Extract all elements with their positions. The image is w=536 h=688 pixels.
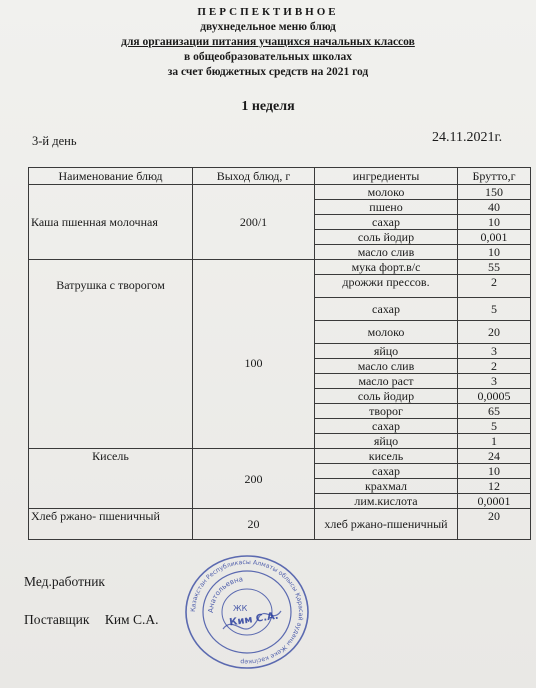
gross-weight: 150 [458, 185, 531, 200]
gross-weight: 65 [458, 404, 531, 419]
ingredient: сахар [315, 419, 458, 434]
gross-weight: 3 [458, 344, 531, 359]
col-header-ingredient: ингредиенты [315, 168, 458, 185]
col-header-gross: Брутто,г [458, 168, 531, 185]
gross-weight: 24 [458, 449, 531, 464]
day-label: 3-й день [32, 134, 77, 148]
table-row [29, 260, 531, 275]
menu-header [0, 5, 536, 80]
ingredient: сахар [315, 464, 458, 479]
gross-weight: 40 [458, 200, 531, 215]
ingredient: масло раст [315, 374, 458, 389]
ingredient: кисель [315, 449, 458, 464]
ingredient: мука форт.в/с [315, 260, 458, 275]
ingredient: сахар [315, 215, 458, 230]
gross-weight: 1 [458, 434, 531, 449]
table-row [29, 509, 531, 540]
header-title: ПЕРСПЕКТИВНОЕ [197, 6, 339, 18]
stamp-arc-text: Анатольевна [206, 575, 244, 614]
gross-weight: 2 [458, 275, 531, 298]
ingredient: масло слив [315, 359, 458, 374]
ingredient: крахмал [315, 479, 458, 494]
gross-weight: 10 [458, 215, 531, 230]
dish-yield: 100 [193, 260, 315, 449]
gross-weight: 10 [458, 464, 531, 479]
col-header-yield: Выход блюд, г [193, 168, 315, 185]
ingredient: хлеб ржано-пшеничный [315, 509, 458, 540]
ingredient: яйцо [315, 344, 458, 359]
medic-signature-label: Мед.работник [24, 574, 105, 589]
ingredient: молоко [315, 185, 458, 200]
menu-table [28, 167, 531, 540]
gross-weight: 10 [458, 245, 531, 260]
table-header-row [29, 168, 531, 185]
gross-weight: 0,0001 [458, 494, 531, 509]
ingredient: соль йодир [315, 389, 458, 404]
stamp-ring-text: Қазақстан Республикасы Алматы облысы Қарасай ауданы Жеке кәсіпкер [189, 558, 305, 666]
gross-weight: 55 [458, 260, 531, 275]
dish-name: Каша пшенная молочная [29, 185, 193, 260]
gross-weight: 0,0005 [458, 389, 531, 404]
table-row [29, 185, 531, 200]
date-label: 24.11.2021г. [432, 130, 503, 145]
header-line-2: двухнедельное меню блюд [200, 21, 336, 33]
gross-weight: 3 [458, 374, 531, 389]
dish-name: Хлеб ржано- пшеничный [29, 509, 193, 540]
ingredient: соль йодир [315, 230, 458, 245]
official-stamp-icon [183, 553, 311, 671]
ingredient: сахар [315, 298, 458, 321]
ingredient: молоко [315, 321, 458, 344]
ingredient: лим.кислота [315, 494, 458, 509]
gross-weight: 20 [458, 509, 531, 540]
stamp-center-name: Ким С.А. [228, 610, 280, 629]
header-line-3: для организации питания учащихся начальных классов [121, 36, 415, 48]
gross-weight: 5 [458, 298, 531, 321]
table-row [29, 449, 531, 464]
gross-weight: 12 [458, 479, 531, 494]
dish-yield: 200 [193, 449, 315, 509]
ingredient: пшено [315, 200, 458, 215]
header-line-5: за счет бюджетных средств на 2021 год [167, 66, 369, 78]
dish-yield: 200/1 [193, 185, 315, 260]
week-label: 1 неделя [241, 99, 295, 114]
dish-yield: 20 [193, 509, 315, 540]
gross-weight: 2 [458, 359, 531, 374]
ingredient: масло слив [315, 245, 458, 260]
supplier-name: Ким С.А. [104, 612, 159, 627]
supplier-signature [24, 612, 158, 628]
col-header-dish: Наименование блюд [29, 168, 193, 185]
gross-weight: 20 [458, 321, 531, 344]
stamp-center-top: ЖК [233, 604, 248, 613]
supplier-label: Поставщик [24, 612, 90, 627]
dish-name: Кисель [29, 449, 193, 509]
ingredient: дрожжи прессов. [315, 275, 458, 298]
ingredient: творог [315, 404, 458, 419]
gross-weight: 5 [458, 419, 531, 434]
ingredient: яйцо [315, 434, 458, 449]
header-line-4: в общеобразовательных школах [184, 51, 352, 63]
dish-name: Ватрушка с творогом [29, 260, 193, 449]
gross-weight: 0,001 [458, 230, 531, 245]
